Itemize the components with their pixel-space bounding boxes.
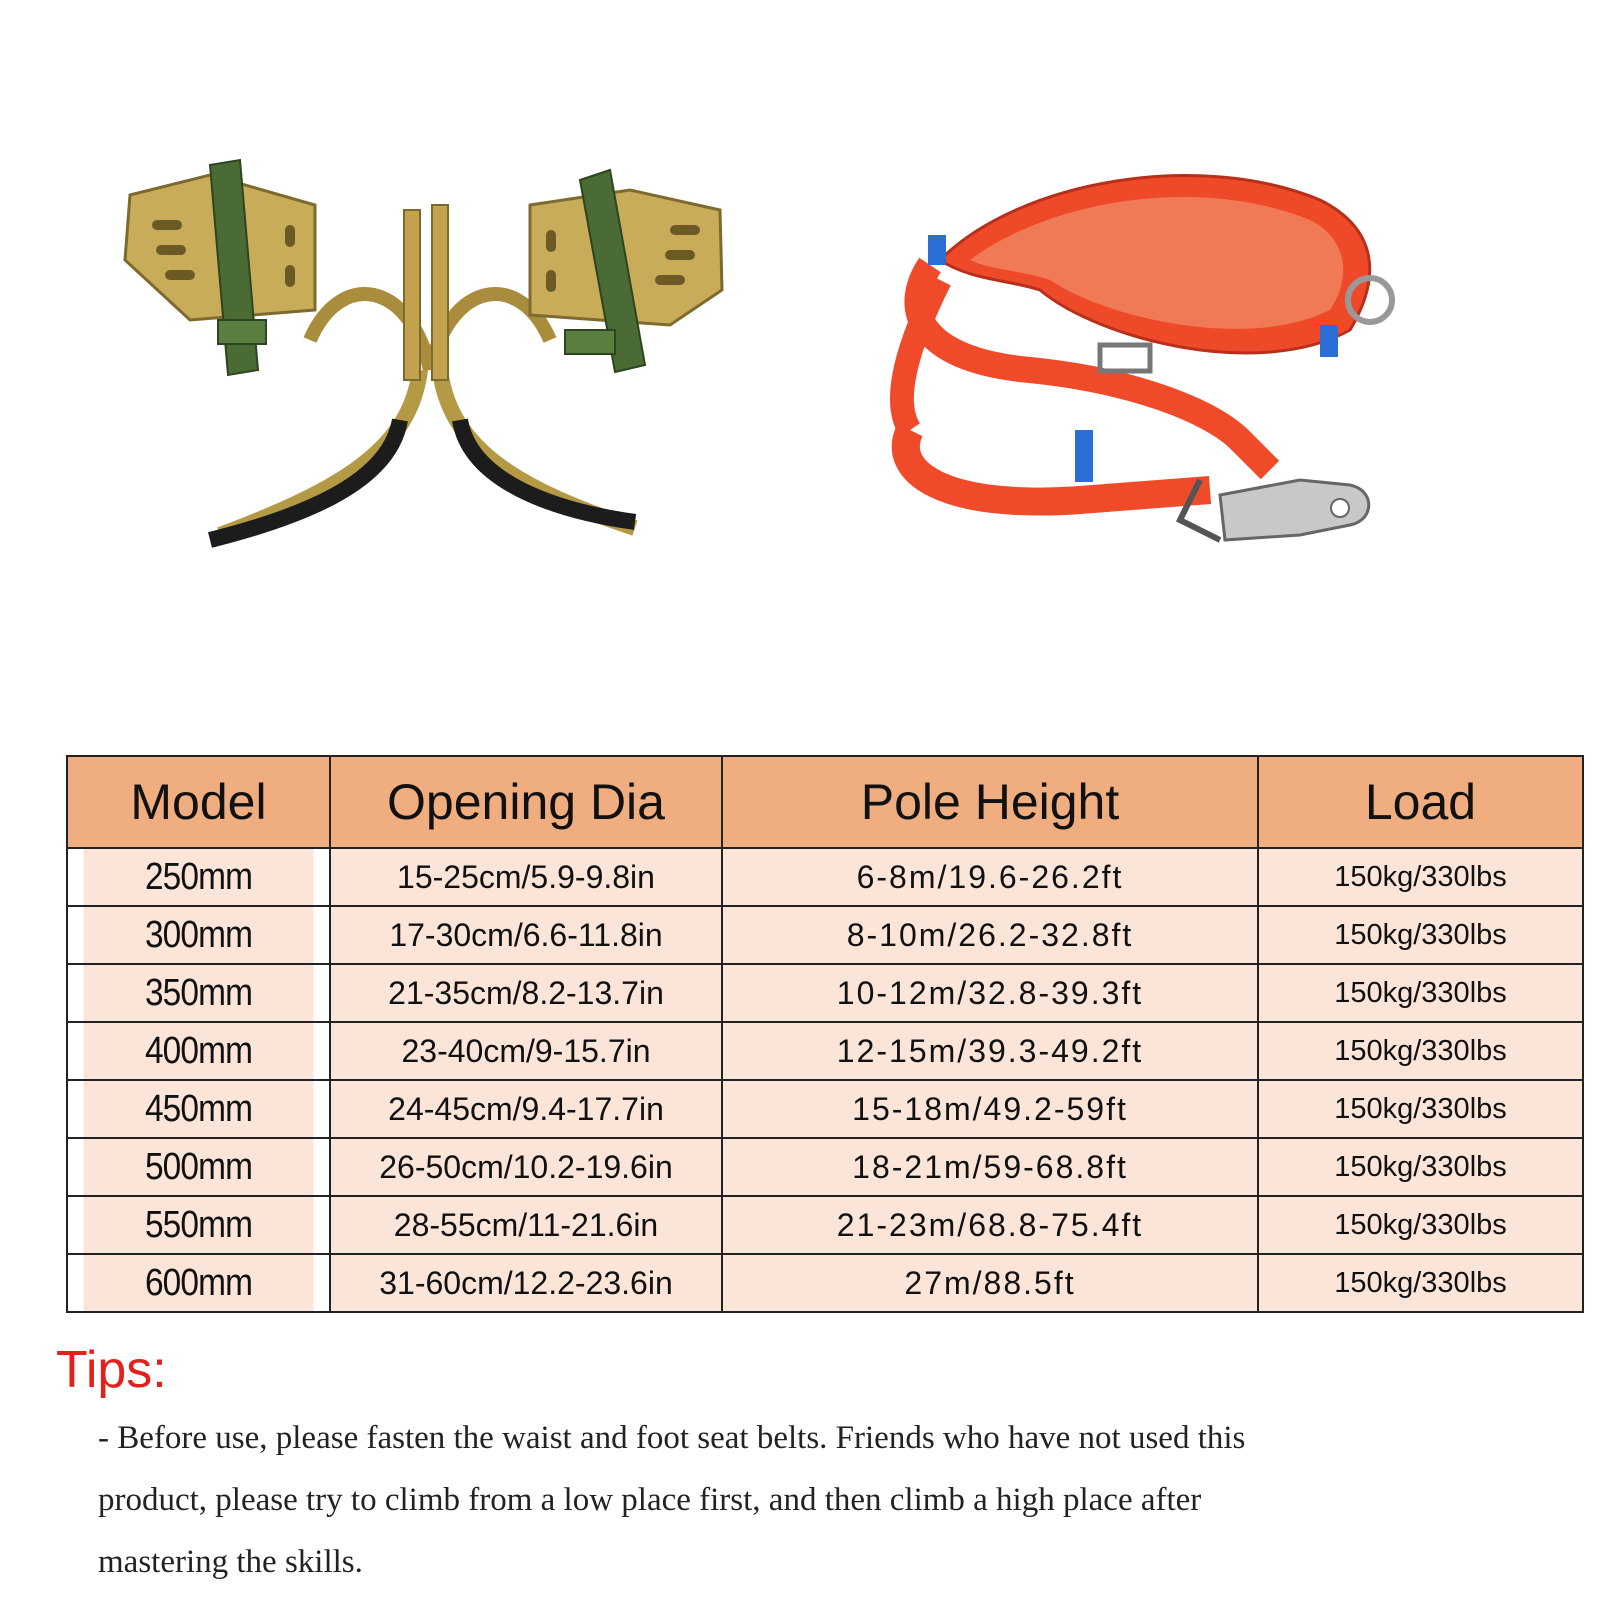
- table-row: [67, 906, 1583, 964]
- table-row: [67, 1196, 1583, 1254]
- table-row: [67, 964, 1583, 1022]
- cell-pole-height: 10-12m/32.8-39.3ft: [722, 964, 1258, 1022]
- header-model: Model: [67, 756, 330, 848]
- table-row: [67, 1254, 1583, 1312]
- cell-opening-dia: 24-45cm/9.4-17.7in: [330, 1080, 722, 1138]
- cell-load: 150kg/330lbs: [1258, 1196, 1583, 1254]
- cell-pole-height: 27m/88.5ft: [722, 1254, 1258, 1312]
- safety-belt-image: [880, 140, 1440, 610]
- cell-model: 300mm: [83, 906, 314, 964]
- center-rod-left: [404, 210, 420, 380]
- center-rod-right: [432, 205, 448, 380]
- cell-load: 150kg/330lbs: [1258, 1254, 1583, 1312]
- cell-opening-dia: 21-35cm/8.2-13.7in: [330, 964, 722, 1022]
- tips-title: Tips:: [56, 1341, 167, 1399]
- table-row: [67, 1080, 1583, 1138]
- right-rubber-pad: [460, 420, 635, 522]
- cell-opening-dia: 28-55cm/11-21.6in: [330, 1196, 722, 1254]
- cell-model: 600mm: [83, 1254, 314, 1312]
- cell-pole-height: 12-15m/39.3-49.2ft: [722, 1022, 1258, 1080]
- cell-pole-height: 8-10m/26.2-32.8ft: [722, 906, 1258, 964]
- header-opening-dia: Opening Dia: [330, 756, 722, 848]
- cell-model: 550mm: [83, 1196, 314, 1254]
- spec-table: [66, 755, 1584, 1313]
- blue-keeper-1: [928, 235, 946, 265]
- cell-opening-dia: 23-40cm/9-15.7in: [330, 1022, 722, 1080]
- table-row: [67, 1022, 1583, 1080]
- belt-buckle: [1100, 345, 1150, 371]
- cell-load: 150kg/330lbs: [1258, 848, 1583, 906]
- table-header-row: [67, 756, 1583, 848]
- header-load: Load: [1258, 756, 1583, 848]
- cell-opening-dia: 17-30cm/6.6-11.8in: [330, 906, 722, 964]
- table-row: [67, 848, 1583, 906]
- cell-model: 350mm: [83, 964, 314, 1022]
- climbing-spikes-image: [110, 150, 750, 590]
- cell-pole-height: 6-8m/19.6-26.2ft: [722, 848, 1258, 906]
- cell-load: 150kg/330lbs: [1258, 906, 1583, 964]
- cell-opening-dia: 31-60cm/12.2-23.6in: [330, 1254, 722, 1312]
- cell-pole-height: 18-21m/59-68.8ft: [722, 1138, 1258, 1196]
- cell-model: 500mm: [83, 1138, 314, 1196]
- cell-opening-dia: 26-50cm/10.2-19.6in: [330, 1138, 722, 1196]
- blue-keeper-2: [1320, 325, 1338, 357]
- cell-model: 250mm: [83, 848, 314, 906]
- table-row: [67, 1138, 1583, 1196]
- cell-opening-dia: 15-25cm/5.9-9.8in: [330, 848, 722, 906]
- cell-model: 400mm: [83, 1022, 314, 1080]
- cell-pole-height: 15-18m/49.2-59ft: [722, 1080, 1258, 1138]
- cell-load: 150kg/330lbs: [1258, 1080, 1583, 1138]
- cell-model: 450mm: [83, 1080, 314, 1138]
- cell-pole-height: 21-23m/68.8-75.4ft: [722, 1196, 1258, 1254]
- header-pole-height: Pole Height: [722, 756, 1258, 848]
- cell-load: 150kg/330lbs: [1258, 1138, 1583, 1196]
- cell-load: 150kg/330lbs: [1258, 964, 1583, 1022]
- blue-keeper-3: [1075, 430, 1093, 482]
- cell-load: 150kg/330lbs: [1258, 1022, 1583, 1080]
- tips-body: - Before use, please fasten the waist and foot seat belts. Friends who have not used this product, please try to climb from a low place first, and then climb a high place after mastering the skills.: [98, 1420, 1246, 1580]
